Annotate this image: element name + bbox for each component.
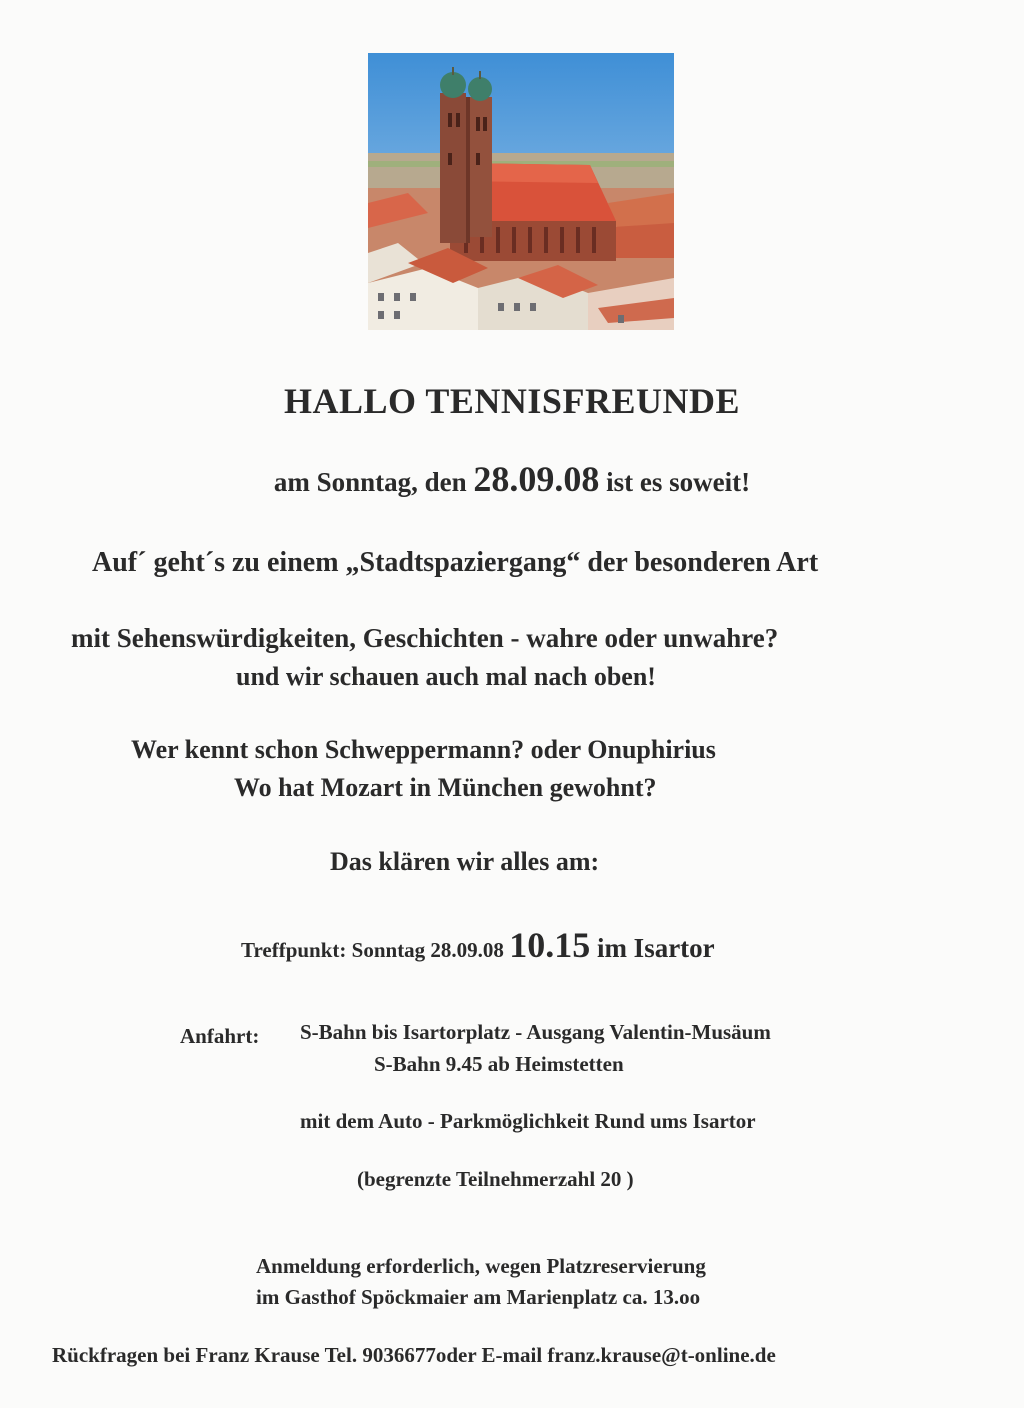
registration-line-1: Anmeldung erforderlich, wegen Platzreservierung [256, 1254, 706, 1278]
date-line [0, 461, 1024, 497]
travel-line-1: S-Bahn bis Isartorplatz - Ausgang Valentin-Musäum [300, 1020, 771, 1044]
event-date: 28.09.08 [473, 459, 600, 499]
contact-line: Rückfragen bei Franz Krause Tel. 9036677oder E-mail franz.krause@t-online.de [52, 1343, 776, 1367]
meeting-line [241, 927, 715, 963]
travel-label: Anfahrt: [180, 1024, 260, 1048]
date-line-post: ist es soweit! [599, 467, 751, 497]
intro-text: Auf´ geht´s zu einem „Stadtspaziergang“ der besonderen Art [92, 547, 819, 578]
sights-line-1: mit Sehenswürdigkeiten, Geschichten - wahre oder unwahre? [71, 623, 779, 653]
sights-line-2: und wir schauen auch mal nach oben! [236, 662, 656, 691]
meeting-pre: Treffpunkt: Sonntag 28.09.08 [241, 938, 510, 962]
travel-line-2: S-Bahn 9.45 ab Heimstetten [374, 1052, 624, 1076]
munich-frauenkirche-photo [368, 53, 674, 330]
meeting-post: im Isartor [590, 933, 715, 963]
meeting-time: 10.15 [509, 925, 591, 965]
question-line-2: Wo hat Mozart in München gewohnt? [234, 773, 657, 802]
flyer-title: HALLO TENNISFREUNDE [284, 381, 740, 421]
clarify-text: Das klären wir alles am: [330, 847, 600, 876]
registration-line-2: im Gasthof Spöckmaier am Marienplatz ca. 13.oo [256, 1285, 701, 1309]
travel-line-3: mit dem Auto - Parkmöglichkeit Rund ums Isartor [300, 1109, 756, 1133]
date-line-pre: am Sonntag, den [273, 467, 474, 497]
question-line-1: Wer kennt schon Schweppermann? oder Onuphirius [131, 735, 716, 764]
participant-limit: (begrenzte Teilnehmerzahl 20 ) [357, 1167, 634, 1191]
